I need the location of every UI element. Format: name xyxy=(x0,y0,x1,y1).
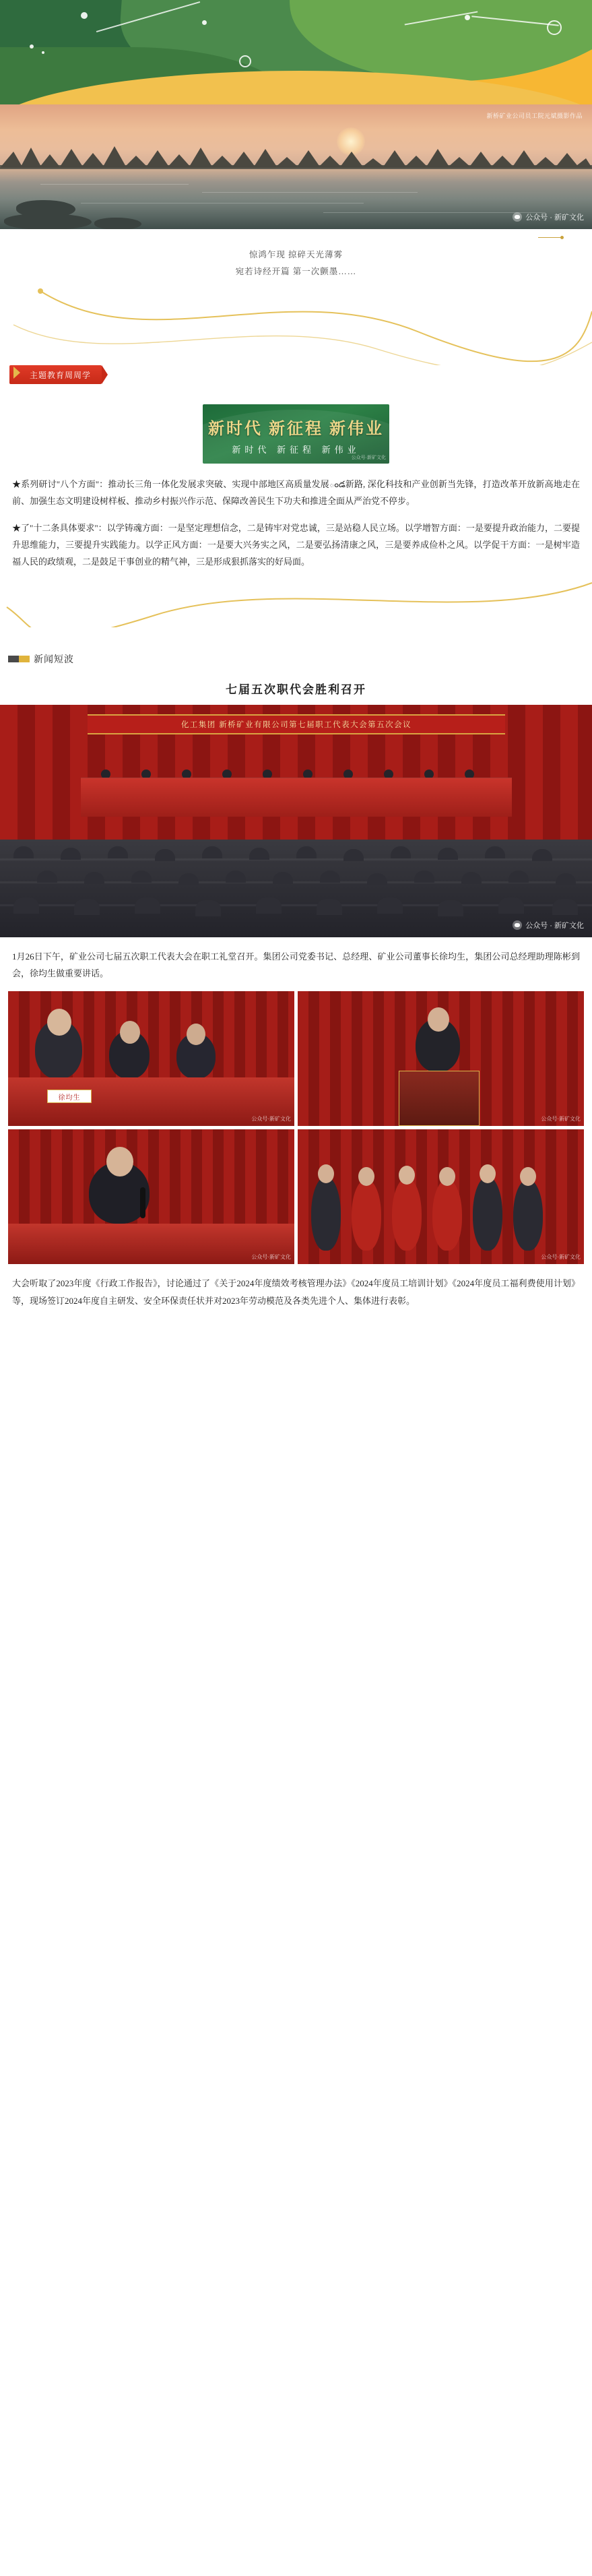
banner-dot xyxy=(42,51,44,54)
audience-person xyxy=(414,871,434,883)
news-section-heading xyxy=(0,648,592,670)
audience-person xyxy=(508,871,529,883)
photo-grid-cell-1 xyxy=(8,991,294,1126)
article-body xyxy=(0,468,592,571)
person-figure xyxy=(392,1178,422,1251)
banner-dot xyxy=(81,12,88,19)
audience-person xyxy=(202,846,222,858)
audience-person xyxy=(155,849,175,861)
audience-person xyxy=(461,872,482,884)
person-figure xyxy=(311,1176,341,1251)
wechat-icon xyxy=(513,920,522,930)
topic-education-tag-label: 主题教育周周学 xyxy=(30,370,92,380)
topic-education-tag xyxy=(9,365,102,384)
slogan-main-text: 新时代 新征程 新伟业 xyxy=(208,420,384,438)
person-figure xyxy=(513,1179,543,1251)
body-paragraph-2: ★了"十二条具体要求"：以学铸魂方面：一是坚定理想信念，二是铸牢对党忠诚，三是站稳人民立场。以学增智方面：一是要提升政治能力，二要提升思维能力，三要提升实践能力。以学正风方面：一是要大兴务实之风，二是要弘扬清康之风，三是要养成俭朴之风。以学促干方面：一是树牢造福人民的政绩观，二是鼓足干事创业的精气神，三是形成狠抓落实的好局面。 xyxy=(12,522,580,567)
green-banner-wrapper xyxy=(0,392,592,468)
conference-audience xyxy=(0,840,592,937)
decorative-header-banner xyxy=(0,0,592,104)
audience-person xyxy=(367,873,387,885)
hero-treeline xyxy=(0,138,592,173)
audience-person xyxy=(438,848,458,860)
flag-icon xyxy=(13,367,20,379)
person-figure xyxy=(432,1179,462,1251)
audience-person xyxy=(226,871,246,883)
poem-decor-dash xyxy=(538,237,561,238)
slogan-sub-text: 新时代 新征程 新伟业 xyxy=(232,445,360,455)
footer-paragraph: 大会听取了2023年度《行政工作报告》，讨论通过了《关于2024年度绩效考核管理办法》《2024年度员工培训计划》《2024年度员工福利费使用计划》等，现场签订2024年度自主研发、安全环保责任状并对2023年劳动模范及各类先进个人、集体进行表彰。 xyxy=(12,1278,580,1306)
audience-person xyxy=(13,846,34,858)
conference-banner-text: 化工集团 新桥矿业有限公司第七届职工代表大会第五次会议 xyxy=(88,714,505,734)
audience-row-line xyxy=(0,858,592,860)
audience-person xyxy=(178,873,199,885)
audience-person xyxy=(320,871,340,883)
slogan-banner-image xyxy=(203,404,389,464)
banner-dot xyxy=(465,15,470,20)
photo-watermark: 公众号·新矿文化 xyxy=(541,1116,581,1123)
audience-person xyxy=(131,871,152,883)
audience-person xyxy=(74,899,100,915)
watermark xyxy=(513,920,584,931)
podium xyxy=(399,1071,480,1126)
hero-ripple xyxy=(202,192,418,193)
photo-grid-cell-3 xyxy=(8,1129,294,1264)
photo-watermark: 公众号·新矿文化 xyxy=(251,1116,291,1123)
watermark-label: 公众号 · 新矿文化 xyxy=(525,921,584,930)
banner-dot xyxy=(202,20,207,25)
gold-swirl-decoration xyxy=(0,284,592,365)
poem-line-1: 惊鸿乍现 掠碎天光薄雾 xyxy=(249,250,343,259)
body-paragraph-1: ★系列研讨"八个方面"：推动长三角一体化发展求突破、实现中部地区高质量发展ండ新路, 深化科技和产业创新当先锋，打造改革开放新高地走在前、加强生态文明建设树样板、推动乡村振兴作示范、保障改善民生下功夫和推进全面从严治党不停步。 xyxy=(12,479,580,507)
audience-person xyxy=(377,898,403,914)
audience-person xyxy=(37,871,57,883)
article-title: 七届五次职代会胜利召开 xyxy=(226,683,366,696)
photo-grid xyxy=(0,984,592,1264)
hero-rock xyxy=(4,214,92,229)
audience-person xyxy=(108,846,128,858)
audience-person xyxy=(296,846,317,858)
hero-photo xyxy=(0,104,592,229)
news-section-label: 新闻短波 xyxy=(34,653,74,664)
hero-rock xyxy=(94,218,141,229)
audience-person xyxy=(195,900,221,916)
audience-person xyxy=(556,873,576,885)
watermark xyxy=(513,212,584,222)
photo-watermark: 公众号·新矿文化 xyxy=(541,1254,581,1261)
photo-credit: 新桥矿业公司员工院元斌摄影作品 xyxy=(486,113,583,119)
heading-rule xyxy=(34,668,592,669)
audience-person xyxy=(84,872,104,884)
audience-person xyxy=(61,848,81,860)
audience-person xyxy=(532,849,552,861)
nameplate[interactable]: 徐均生 xyxy=(47,1090,92,1103)
conference-photo xyxy=(0,705,592,937)
heading-bar-icon xyxy=(8,656,30,662)
audience-person xyxy=(317,899,342,915)
wechat-icon xyxy=(513,212,522,222)
poem-line-2: 宛若诗经开篇 第一次颤墨…… xyxy=(235,267,357,276)
person-figure xyxy=(352,1179,381,1251)
banner-watermark: 公众号·新矿文化 xyxy=(351,455,386,460)
audience-person xyxy=(391,846,411,858)
section-tag-row xyxy=(0,365,592,392)
conference-caption: 1月26日下午，矿业公司七届五次职工代表大会在职工礼堂召开。集团公司党委书记、总经理、矿业公司董事长徐均生，集团公司总经理助理陈彬到会，徐均生做重要讲话。 xyxy=(12,951,580,979)
audience-person xyxy=(498,898,524,914)
person-figure xyxy=(473,1176,502,1251)
audience-person xyxy=(552,899,578,915)
banner-ring xyxy=(239,55,251,67)
conference-stage-table xyxy=(81,778,512,817)
audience-person xyxy=(273,872,293,884)
photo-watermark: 公众号·新矿文化 xyxy=(251,1254,291,1261)
audience-person xyxy=(135,898,160,914)
hero-ripple xyxy=(40,184,189,185)
audience-person xyxy=(13,898,39,914)
audience-person xyxy=(485,846,505,858)
audience-person xyxy=(343,849,364,861)
poem-block xyxy=(0,229,592,284)
photo-grid-cell-2 xyxy=(298,991,584,1126)
watermark-label: 公众号 · 新矿文化 xyxy=(525,214,584,222)
audience-person xyxy=(249,848,269,860)
audience-person xyxy=(438,900,463,916)
gold-swirl-decoration-2 xyxy=(0,580,592,627)
photo-grid-cell-4 xyxy=(298,1129,584,1264)
banner-dot xyxy=(30,44,34,49)
banner-ring xyxy=(547,20,562,35)
audience-person xyxy=(256,898,282,914)
microphone xyxy=(140,1187,145,1218)
